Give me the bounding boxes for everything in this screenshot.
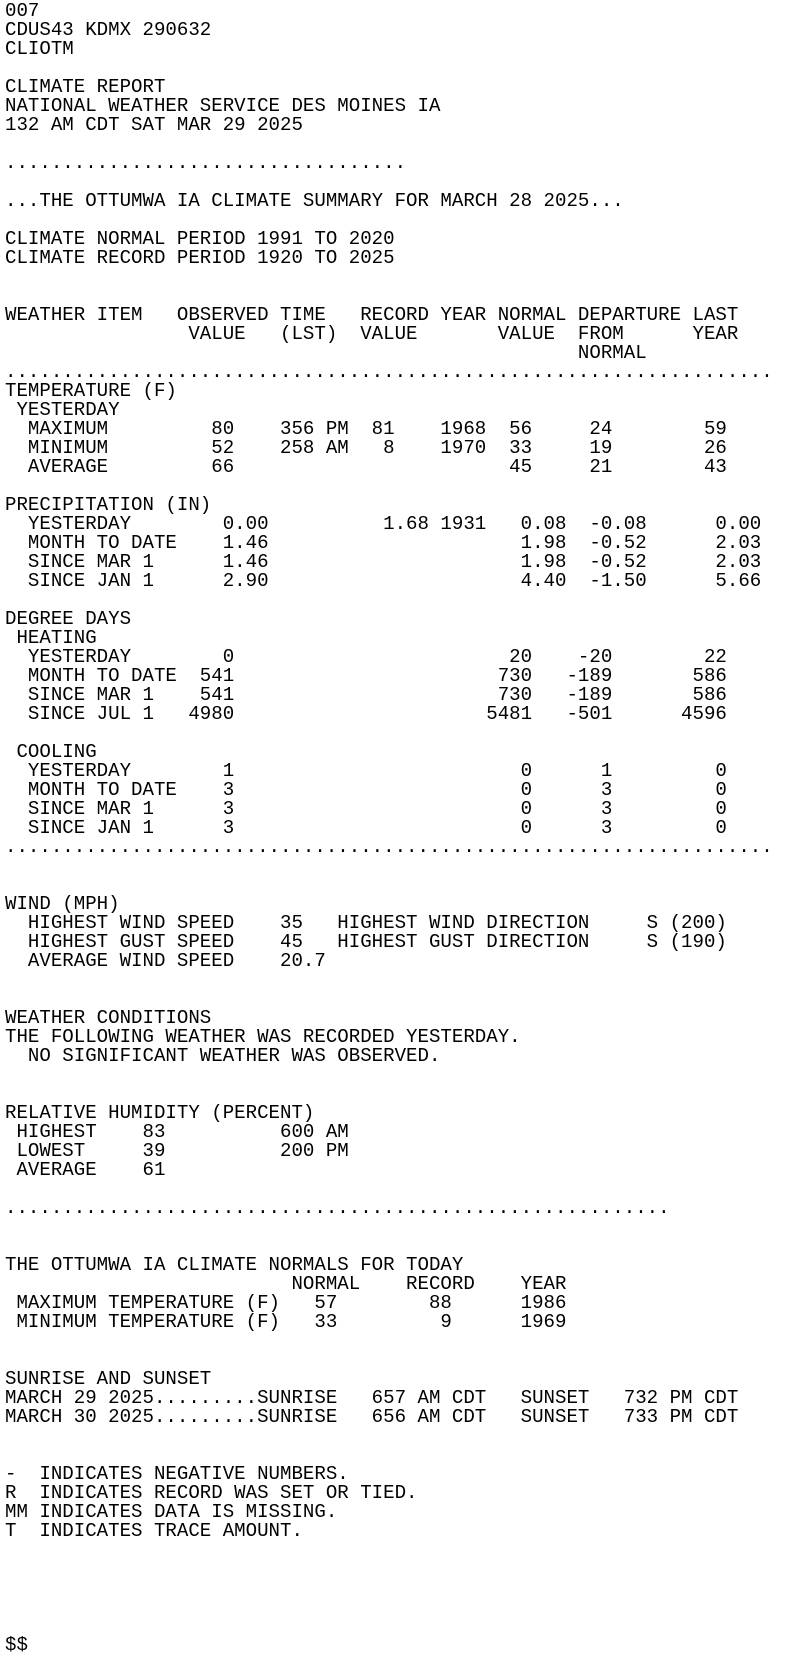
report-line: WEATHER CONDITIONS (5, 1007, 212, 1029)
report-line: CLIMATE REPORT (5, 76, 166, 98)
report-line: ................................................................... (5, 361, 773, 383)
report-line: LOWEST 39 200 PM (5, 1140, 349, 1162)
report-line: SINCE MAR 1 3 0 3 0 (5, 798, 727, 820)
report-line: SINCE JAN 1 3 0 3 0 (5, 817, 727, 839)
report-line (5, 971, 810, 990)
report-line (5, 1218, 810, 1237)
report-line: NATIONAL WEATHER SERVICE DES MOINES IA (5, 95, 441, 117)
report-line: THE FOLLOWING WEATHER WAS RECORDED YESTERDAY. (5, 1026, 521, 1048)
report-line: MONTH TO DATE 3 0 3 0 (5, 779, 727, 801)
report-line: ................................... (5, 152, 407, 174)
report-line: CLIMATE RECORD PERIOD 1920 TO 2025 (5, 247, 395, 269)
report-line: HIGHEST 83 600 AM (5, 1121, 349, 1143)
report-line: 132 AM CDT SAT MAR 29 2025 (5, 114, 303, 136)
report-line: THE OTTUMWA IA CLIMATE NORMALS FOR TODAY (5, 1254, 464, 1276)
report-line: SINCE JUL 1 4980 5481 -501 4596 (5, 703, 727, 725)
report-line: SINCE JAN 1 2.90 4.40 -1.50 5.66 (5, 570, 762, 592)
report-line: WEATHER ITEM OBSERVED TIME RECORD YEAR NORMAL DEPARTURE LAST (5, 304, 739, 326)
report-line (5, 857, 810, 876)
report-line: MONTH TO DATE 1.46 1.98 -0.52 2.03 (5, 532, 762, 554)
report-line: SUNRISE AND SUNSET (5, 1368, 212, 1390)
report-line: YESTERDAY 1 0 1 0 (5, 760, 727, 782)
report-line (5, 1427, 810, 1446)
report-line: MINIMUM 52 258 AM 8 1970 33 19 26 (5, 437, 727, 459)
report-line: AVERAGE 66 45 21 43 (5, 456, 727, 478)
report-line (5, 268, 810, 287)
report-line: ................................................................... (5, 836, 773, 858)
report-line: YESTERDAY 0 20 -20 22 (5, 646, 727, 668)
report-line: HEATING (5, 627, 97, 649)
report-line (5, 1066, 810, 1085)
report-line: NORMAL RECORD YEAR (5, 1273, 567, 1295)
report-line: CLIMATE NORMAL PERIOD 1991 TO 2020 (5, 228, 395, 250)
report-line: .......................................................... (5, 1197, 670, 1219)
report-line (5, 724, 810, 743)
report-line: SINCE MAR 1 1.46 1.98 -0.52 2.03 (5, 551, 762, 573)
report-line: - INDICATES NEGATIVE NUMBERS. (5, 1463, 349, 1485)
report-line: MAXIMUM 80 356 PM 81 1968 56 24 59 (5, 418, 727, 440)
report-line (5, 1560, 810, 1579)
report-line: CDUS43 KDMX 290632 (5, 19, 212, 41)
report-line: COOLING (5, 741, 97, 763)
report-line: YESTERDAY (5, 399, 120, 421)
report-line: HIGHEST GUST SPEED 45 HIGHEST GUST DIRECTION S (190) (5, 931, 727, 953)
report-line: MONTH TO DATE 541 730 -189 586 (5, 665, 727, 687)
report-line: AVERAGE WIND SPEED 20.7 (5, 950, 326, 972)
report-line: WIND (MPH) (5, 893, 120, 915)
report-line: HIGHEST WIND SPEED 35 HIGHEST WIND DIRECTION S (200) (5, 912, 727, 934)
report-line: MARCH 29 2025.........SUNRISE 657 AM CDT SUNSET 732 PM CDT (5, 1387, 739, 1409)
report-line (5, 1332, 810, 1351)
report-line: RELATIVE HUMIDITY (PERCENT) (5, 1102, 315, 1124)
report-line: SINCE MAR 1 541 730 -189 586 (5, 684, 727, 706)
report-line: R INDICATES RECORD WAS SET OR TIED. (5, 1482, 418, 1504)
report-line: TEMPERATURE (F) (5, 380, 177, 402)
report-line: $$ (5, 1634, 28, 1656)
report-line: MM INDICATES DATA IS MISSING. (5, 1501, 338, 1523)
report-line: VALUE (LST) VALUE VALUE FROM YEAR (5, 323, 739, 345)
report-line: YESTERDAY 0.00 1.68 1931 0.08 -0.08 0.00 (5, 513, 762, 535)
report-line (5, 1541, 810, 1560)
report-line: NO SIGNIFICANT WEATHER WAS OBSERVED. (5, 1045, 441, 1067)
report-line (5, 1598, 810, 1617)
report-line: 007 (5, 0, 40, 22)
report-line: NORMAL (5, 342, 647, 364)
report-line (5, 876, 810, 895)
report-line: AVERAGE 61 (5, 1159, 166, 1181)
report-line: T INDICATES TRACE AMOUNT. (5, 1520, 303, 1542)
report-line: MARCH 30 2025.........SUNRISE 656 AM CDT SUNSET 733 PM CDT (5, 1406, 739, 1428)
report-line: DEGREE DAYS (5, 608, 132, 630)
report-line (5, 1579, 810, 1598)
report-line: CLIOTM (5, 38, 74, 60)
report-line: MAXIMUM TEMPERATURE (F) 57 88 1986 (5, 1292, 567, 1314)
report-line (5, 1617, 810, 1636)
report-line: ...THE OTTUMWA IA CLIMATE SUMMARY FOR MARCH 28 2025... (5, 190, 624, 212)
report-line: PRECIPITATION (IN) (5, 494, 212, 516)
report-line: MINIMUM TEMPERATURE (F) 33 9 1969 (5, 1311, 567, 1333)
